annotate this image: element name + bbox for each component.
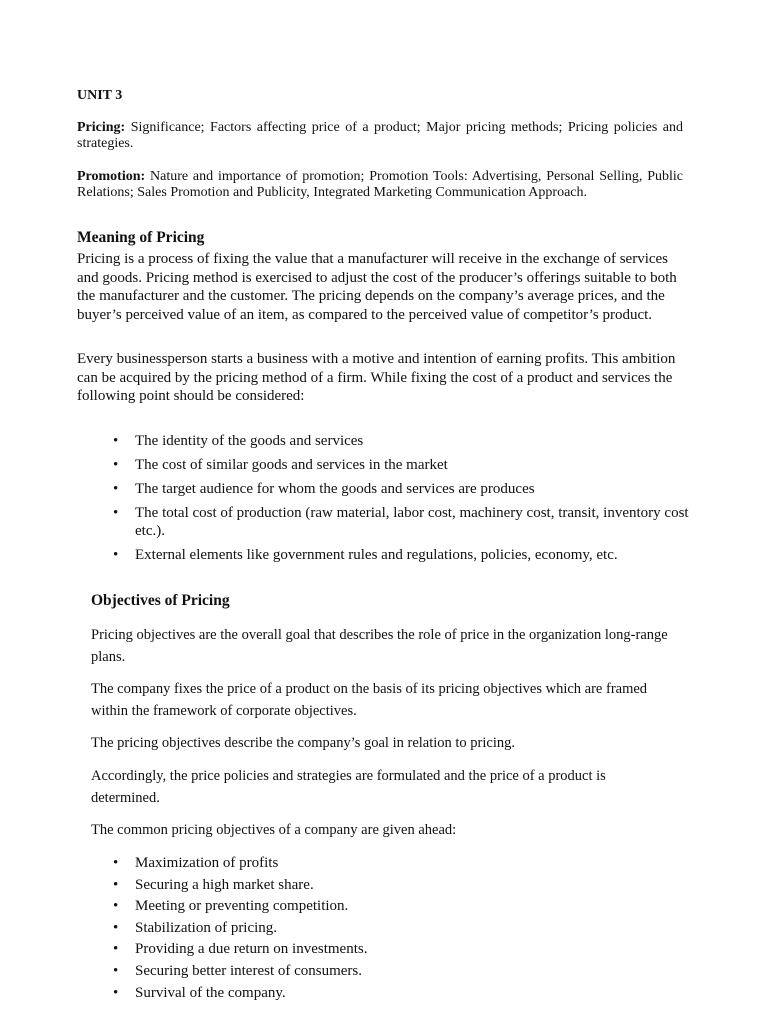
pricing-objectives-list — [113, 853, 698, 1004]
list-item: • Securing better interest of consumers. — [113, 961, 698, 983]
objectives-paragraph: The company fixes the price of a product on the basis of its pricing objectives which are framed within the framework of corporate objectives. — [91, 681, 648, 719]
meaning-paragraph-2: Every businessperson starts a business with a motive and intention of earning profits. This ambition can be acquired by the pricing method of a firm. While fixing the cost of a product and services the following point should be considered: — [77, 351, 676, 404]
list-item: • The cost of similar goods and services in the market — [113, 456, 698, 474]
list-item: • Maximization of profits — [113, 853, 698, 875]
syllabus-pricing — [77, 120, 683, 152]
list-item: • The target audience for whom the goods and services are produces — [113, 480, 698, 498]
list-item: • External elements like government rules and regulations, policies, economy, etc. — [113, 546, 698, 564]
unit-heading: UNIT 3 — [77, 88, 123, 103]
pricing-topics: Significance; Factors affecting price of a product; Major pricing methods; Pricing policies and strategies. — [77, 120, 683, 151]
list-item: • Meeting or preventing competition. — [113, 896, 698, 918]
objectives-paragraph: The pricing objectives describe the company’s goal in relation to pricing. — [91, 735, 515, 751]
meaning-paragraph-1: Pricing is a process of fixing the value that a manufacturer will receive in the exchange of services and goods. Pricing method is exercised to adjust the cost of the producer’s offerings suitable to both the manufacturer and the customer. The pricing depends on the company’s average prices, and the buyer’s perceived value of an item, as compared to the perceived value of competitor’s product. — [77, 251, 677, 323]
list-item: • The identity of the goods and services — [113, 432, 698, 450]
list-item: • Securing a high market share. — [113, 875, 698, 897]
considerations-list — [113, 432, 698, 570]
objectives-paragraph: The common pricing objectives of a company are given ahead: — [91, 822, 457, 838]
objectives-paragraph: Pricing objectives are the overall goal that describes the role of price in the organization long-range plans. — [91, 627, 668, 665]
objectives-of-pricing-heading: Objectives of Pricing — [91, 592, 230, 609]
list-item: • Survival of the company. — [113, 983, 698, 1005]
list-item: • The total cost of production (raw material, labor cost, machinery cost, transit, inventory cost etc.). — [113, 504, 698, 540]
promotion-topics: Nature and importance of promotion; Promotion Tools: Advertising, Personal Selling, Public Relations; Sales Promotion and Publicity, Integrated Marketing Communication Approach. — [77, 169, 683, 200]
meaning-of-pricing-heading: Meaning of Pricing — [77, 229, 205, 246]
promotion-label: Promotion: — [77, 169, 146, 184]
syllabus-promotion — [77, 169, 683, 201]
pricing-label: Pricing: — [77, 120, 126, 135]
list-item: • Providing a due return on investments. — [113, 939, 698, 961]
objectives-paragraph: Accordingly, the price policies and strategies are formulated and the price of a product is determined. — [91, 768, 606, 806]
list-item: • Stabilization of pricing. — [113, 918, 698, 940]
